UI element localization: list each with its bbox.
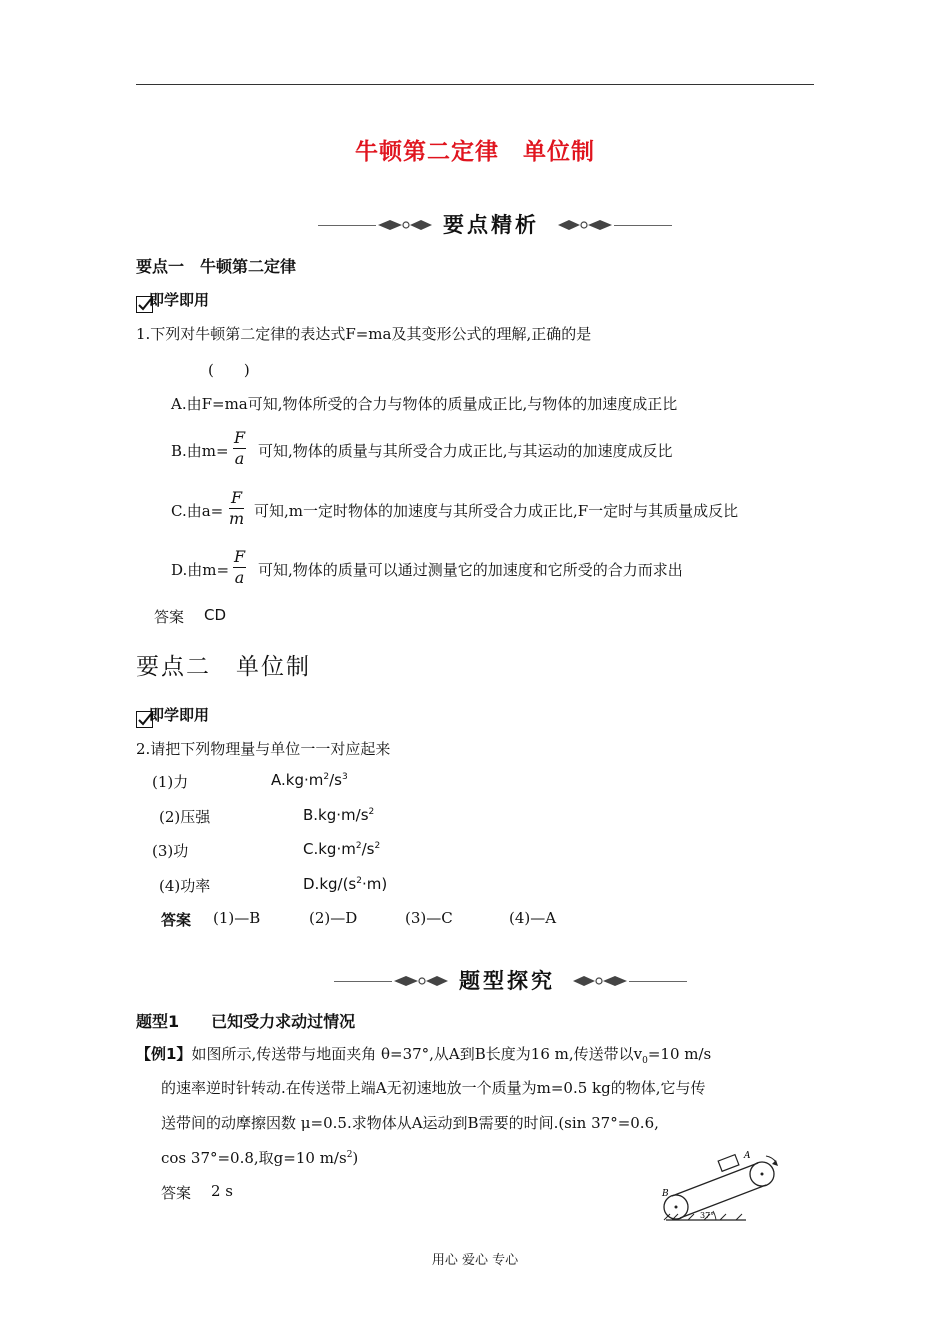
question-2: 2.请把下列物理量与单位一一对应起来 — [136, 740, 391, 758]
example-line-2: 的速率逆时针转动.在传送带上端A无初速地放一个质量为m=0.5 kg的物体,它与传 — [161, 1079, 706, 1097]
option-b-text: 可知,物体的质量与其所受合力成正比,与其运动的加速度成反比 — [258, 442, 673, 460]
answer-label: 答案 — [154, 608, 185, 626]
quantity-3: (3)功 — [152, 842, 189, 860]
fraction-numerator: F — [229, 488, 244, 509]
fraction-d — [233, 547, 246, 588]
fraction-c — [229, 488, 244, 529]
fraction-denominator: a — [234, 568, 245, 587]
option-d-text: 可知,物体的质量可以通过测量它的加速度和它所受的合力而求出 — [258, 561, 683, 579]
unit-a: $A.kg\cdot m^2/s^3$ — [271, 771, 348, 789]
question-1: 1.下列对牛顿第二定律的表达式F=ma及其变形公式的理解,正确的是 — [136, 325, 592, 343]
quantity-2: (2)压强 — [159, 808, 211, 826]
answer-label: 答案 — [161, 911, 192, 929]
page-footer: 用心 爱心 专心 — [431, 1253, 519, 1268]
answer-item-1: (1)—B — [213, 909, 261, 927]
answer-blank: ( ) — [208, 361, 250, 379]
unit-c: $C.kg\cdot m^2/s^2$ — [303, 840, 381, 858]
angle-label: 37° — [700, 1211, 715, 1220]
learn-label: 即学即用 — [149, 291, 210, 309]
fraction-numerator: F — [234, 428, 246, 447]
label-a: A — [744, 1151, 751, 1161]
ornament-icon — [376, 217, 434, 233]
example-line-1: 【例1】如图所示,传送带与地面夹角 θ=37°,从A到B长度为16 m,传送带以$v_0=10$ m/s — [136, 1045, 712, 1066]
section-divider-left — [318, 225, 376, 226]
point2-heading: 要点二 单位制 — [136, 654, 311, 680]
answer-value: CD — [204, 606, 227, 624]
option-d-prefix: D.由m= — [171, 561, 230, 579]
label-b: B — [662, 1189, 669, 1199]
option-c-text: 可知,m一定时物体的加速度与其所受合力成正比,F一定时与其质量成反比 — [254, 502, 739, 520]
conveyor-belt-figure — [658, 1150, 794, 1225]
fraction-numerator: F — [234, 547, 246, 566]
fraction-b — [233, 428, 246, 469]
example-line-4: cos 37°=0.8,取g=10 $m/s^2$) — [161, 1149, 359, 1167]
ornament-icon — [556, 217, 614, 233]
answer-label: 答案 — [161, 1184, 192, 1202]
option-a: A.由F=ma可知,物体所受的合力与物体的质量成正比,与物体的加速度成正比 — [171, 395, 678, 413]
quantity-1: (1)力 — [152, 773, 189, 791]
section-divider-right — [629, 981, 687, 982]
type1-heading: 题型1 已知受力求动过情况 — [136, 1012, 356, 1031]
ornament-icon — [571, 973, 629, 989]
quantity-4: (4)功率 — [159, 877, 211, 895]
unit-b: $B.kg\cdot m/s^2$ — [303, 806, 375, 824]
section-heading-problem-types: 题型探究 — [459, 969, 555, 993]
point1-heading: 要点一 牛顿第二定律 — [136, 257, 297, 276]
answer-item-4: (4)—A — [509, 909, 557, 927]
option-b-prefix: B.由m= — [171, 442, 229, 460]
section-divider-right — [614, 225, 672, 226]
section-heading-key-points: 要点精析 — [443, 213, 539, 237]
fraction-denominator: m — [229, 509, 245, 528]
unit-d: $D.kg/(s^2\cdot m)$ — [303, 875, 388, 893]
example-line-3: 送带间的动摩擦因数 μ=0.5.求物体从A运动到B需要的时间.(sin 37°=0.6, — [161, 1114, 659, 1132]
option-c-prefix: C.由a= — [171, 502, 224, 520]
answer-item-3: (3)—C — [405, 909, 453, 927]
section-divider-left — [334, 981, 392, 982]
learn-label: 即学即用 — [149, 706, 210, 724]
ornament-icon — [392, 973, 450, 989]
top-rule — [136, 84, 814, 85]
page-title: 牛顿第二定律 单位制 — [355, 139, 595, 165]
fraction-denominator: a — [234, 449, 245, 468]
answer-value: 2 s — [211, 1182, 234, 1200]
answer-item-2: (2)—D — [309, 909, 358, 927]
